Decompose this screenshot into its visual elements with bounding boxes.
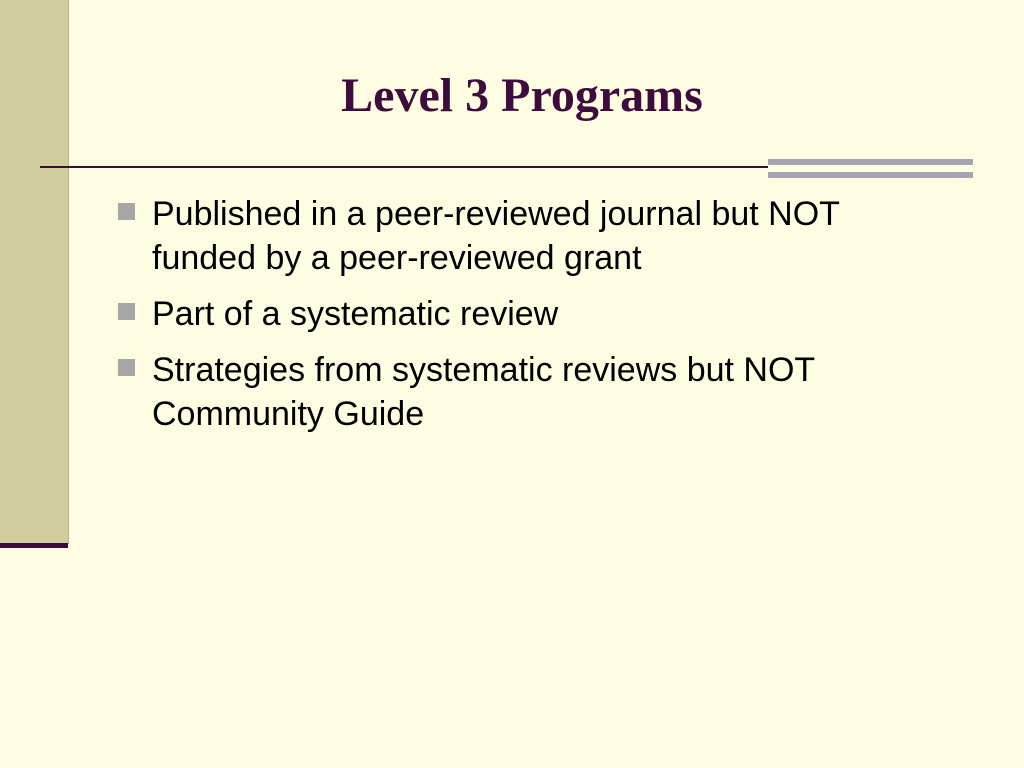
bullet-text-line: funded by a peer-reviewed grant	[152, 239, 642, 277]
left-decorative-band	[0, 0, 69, 544]
bullet-text-line: Part of a systematic review	[152, 295, 559, 333]
accent-stripe-bottom	[768, 172, 973, 178]
bullet-text-line: Community Guide	[152, 395, 425, 433]
square-bullet-icon	[118, 359, 135, 376]
bullet-list	[116, 192, 976, 448]
bullet-item	[116, 292, 976, 336]
square-bullet-icon	[118, 203, 135, 220]
title-divider-line	[40, 166, 768, 168]
bullet-item	[116, 348, 976, 436]
slide-title: Level 3 Programs	[341, 69, 703, 122]
accent-stripe-top	[768, 159, 973, 165]
bullet-item	[116, 192, 976, 280]
bullet-text-line: Published in a peer-reviewed journal but NOT	[152, 195, 840, 233]
bullet-text-line: Strategies from systematic reviews but NOT	[152, 351, 816, 389]
left-accent-bar	[0, 543, 68, 548]
title-divider-accent	[768, 159, 973, 178]
square-bullet-icon	[118, 303, 135, 320]
